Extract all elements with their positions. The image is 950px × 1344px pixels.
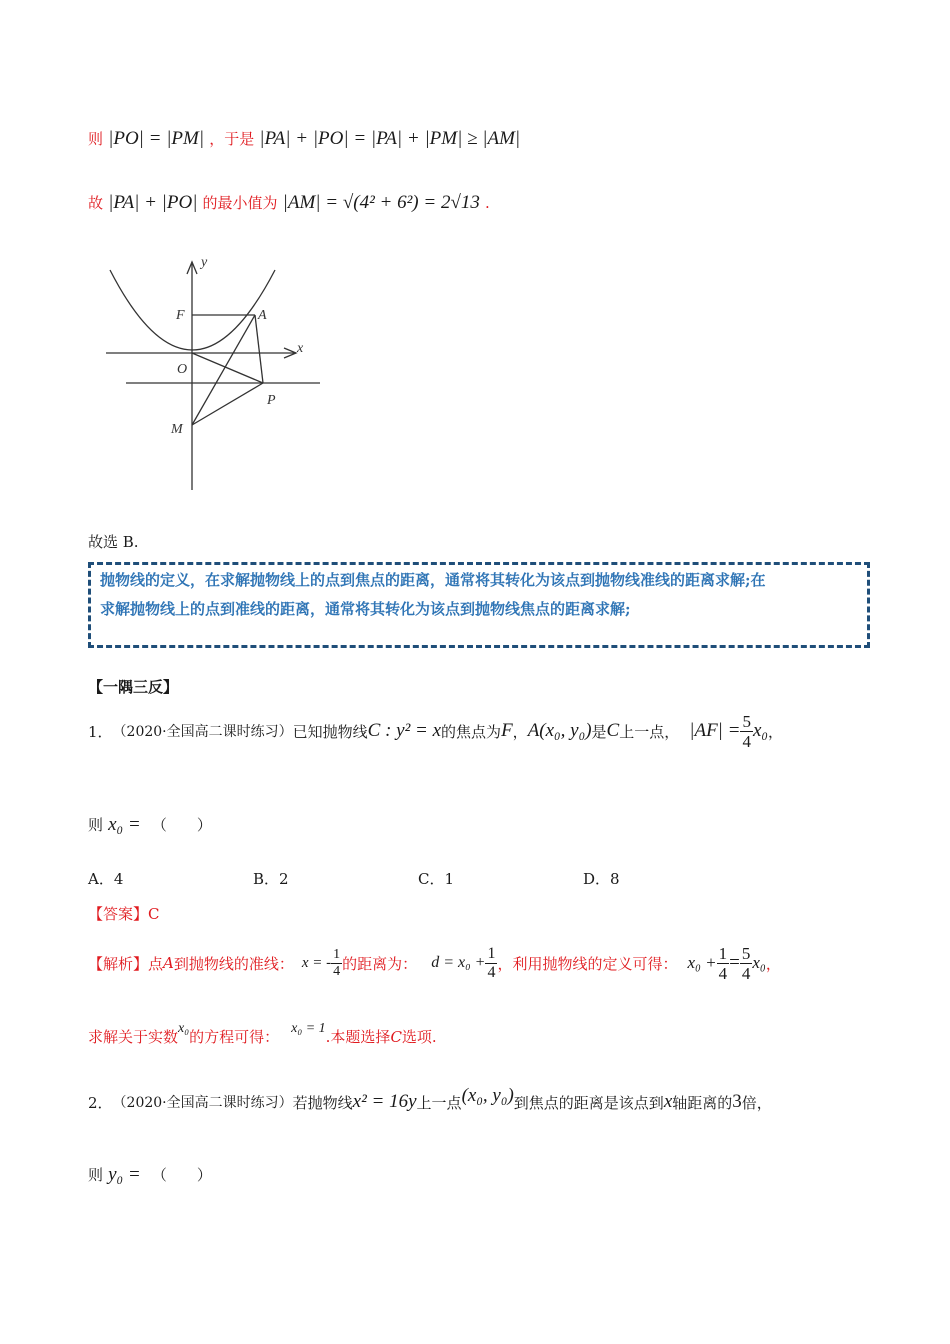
label-A: A [258,308,267,323]
label-F: F [176,308,185,323]
parabola-diagram [100,252,330,492]
q1-text-c: ， [512,722,528,741]
q2-line-2-math: y₀ = [108,1164,141,1185]
q1-analysis-frac2-den: 4 [487,963,496,981]
q1-analysis2-b: 的方程可得： [189,1028,280,1046]
q1-analysis-line-1 [88,940,781,986]
q1-analysis-e: ， [765,954,781,973]
q1-text-b: 的焦点为 [441,722,502,741]
q1-text-d: 是 [591,722,607,741]
q1-option-a: A．4 [88,870,124,888]
q2-line-2 [88,1164,212,1186]
q2-number: 2． [88,1093,113,1112]
q1-math-x0: x₀ [752,720,769,741]
q1-analysis-frac3-den: 4 [718,963,728,983]
conclusion-text: 故选 B. [88,533,139,551]
q1-analysis-b: 到抛物线的准线： [173,954,294,973]
q1-line-2-prefix: 则 [88,816,104,834]
segment-AP [255,315,263,383]
q1-text-f: ， [768,722,784,741]
q1-text-e: 上一点， [619,722,680,741]
solution-line-2 [88,192,490,214]
section-title: 【一隅三反】 [88,678,179,696]
q2-math-x: x [663,1091,673,1112]
q1-analysis-frac1-den: 4 [333,963,341,979]
q1-analysis-frac2-num: 1 [487,944,496,962]
q2-text-a: 若抛物线 [292,1093,353,1112]
solution-line-1 [88,128,520,150]
q2-text-d: 轴距离的 [672,1093,733,1112]
q2-text-c: 到焦点的距离是该点到 [513,1093,664,1112]
q1-math-af: |AF| = [689,720,741,741]
q1-math-C: C [606,720,620,741]
q1-analysis-d: ，利用抛物线的定义可得： [497,954,678,973]
label-O: O [177,362,188,377]
q2-text-e: 倍， [741,1093,772,1112]
solution-line-1-math-b: |PA| + |PO| = |PA| + |PM| ≥ |AM| [259,128,521,149]
q1-analysis2-math: x₀ [178,1020,190,1036]
q1-analysis-a: 点 [148,954,164,973]
q1-frac-den: 4 [742,731,751,751]
q1-analysis-frac3 [717,945,730,982]
q1-analysis2-a: 求解关于实数 [88,1028,179,1046]
solution-line-2-math-b: |AM| = √(4² + 6²) = 2√13 [282,192,480,213]
solution-line-1-math-a: |PO| = |PM| [108,128,205,149]
q1-analysis-eq: = [729,952,740,973]
q1-answer-label: 【答案】 [88,905,149,923]
q1-analysis-math2: d = x₀ + [431,954,486,971]
q2-text-b: 上一点 [416,1093,462,1112]
q1-analysis2-d: 选项. [401,1028,437,1046]
q1-analysis2-math2: x₀ = 1 [291,1020,326,1036]
note-line-2: 求解抛物线上的点到准线的距离，通常将其转化为该点到抛物线焦点的距离求解; [100,600,631,618]
q1-analysis-c: 的距离为： [342,954,418,973]
q1-analysis-A: A [163,954,174,972]
q1-analysis-frac2 [485,946,497,981]
q1-number: 1． [88,722,113,741]
q2-source: （2020·全国高二课时练习） [112,1095,293,1111]
q1-line-2 [88,814,212,836]
solution-line-2-end: . [484,194,490,212]
q2-math-curve: x² = 16y [352,1091,417,1112]
q1-analysis-frac4 [740,945,753,982]
solution-line-1-mid: ，于是 [209,130,255,148]
q1-text-a: 已知抛物线 [292,722,368,741]
segment-MP [192,383,263,425]
q1-math-point: A(x₀, y₀) [527,720,592,741]
segment-OP [192,353,263,383]
label-y: y [201,255,208,270]
label-M: M [171,422,183,437]
q1-option-d: D．8 [583,870,620,888]
q2-line-1 [88,1084,772,1120]
q1-analysis2-C: C [390,1027,402,1046]
q1-analysis-frac1-num: 1 [333,946,341,962]
solution-line-2-math-a: |PA| + |PO| [108,192,198,213]
q1-analysis-math3a: x₀ + [687,953,717,972]
q1-math-curve: C : y² = x [367,720,442,741]
q1-source: （2020·全国高二课时练习） [112,724,293,740]
solution-line-2-prefix: 故 [88,194,104,212]
solution-line-1-prefix: 则 [88,130,104,148]
q1-line-2-math: x₀ = [108,814,141,835]
q1-analysis-math1: x = - [301,954,332,971]
segment-MA [192,315,255,425]
q2-math-3: 3 [732,1091,742,1112]
q2-line-2-blank: （ ） [151,1166,212,1184]
q1-frac-num: 5 [742,711,751,731]
q1-analysis-frac3-num: 1 [718,943,728,963]
q1-answer [88,903,160,924]
q1-option-b: B．2 [253,870,289,888]
q1-analysis2-c: .本题选择 [325,1028,391,1046]
label-P: P [267,393,276,408]
solution-line-2-mid: 的最小值为 [202,194,278,212]
q1-fraction [740,713,753,750]
q1-analysis-line-2 [88,1020,437,1047]
q1-line-2-blank: （ ） [151,816,212,834]
q1-answer-value: C [148,905,160,923]
q1-analysis-frac4-den: 4 [741,963,751,983]
q1-analysis-label: 【解析】 [88,954,149,973]
q1-line-1 [88,708,783,754]
q1-math-F: F [501,720,513,741]
note-line-1: 抛物线的定义，在求解抛物线上的点到焦点的距离，通常将其转化为该点到抛物线准线的距离求解;在 [100,571,766,589]
q1-analysis-frac1 [331,948,342,979]
q1-analysis-math3b: x₀ [752,953,766,972]
label-x: x [297,341,304,356]
q1-analysis-frac4-num: 5 [741,943,751,963]
q1-option-c: C．1 [418,870,455,888]
q2-math-point: (x₀, y₀) [461,1085,514,1106]
q2-line-2-prefix: 则 [88,1166,104,1184]
